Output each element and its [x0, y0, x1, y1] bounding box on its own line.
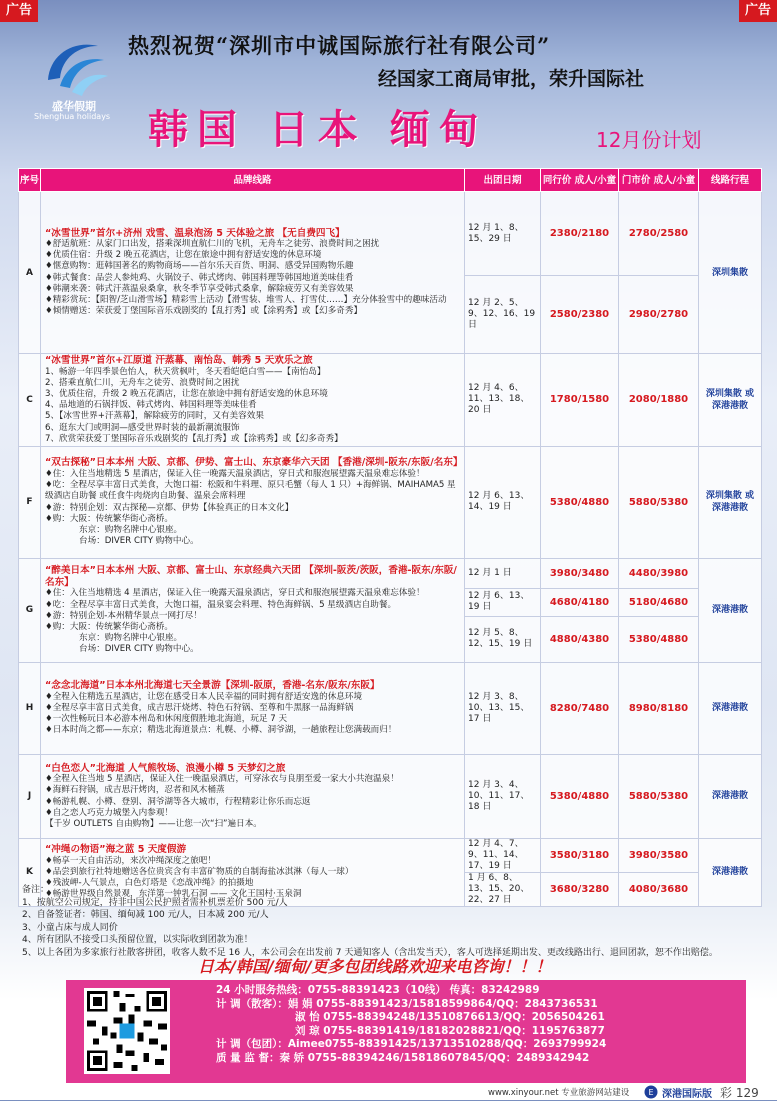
route-line: ♦全程尽享丰富日式美食，成吉思汗烧烤、特色石狩锅、至尊和牛黑豚一品海鲜锅 [45, 702, 354, 713]
door-price: 5880/5380 [619, 754, 699, 838]
peer-price: 2380/2180 [541, 192, 619, 276]
peer-price: 8280/7480 [541, 662, 619, 754]
departure-date: 12 月 1 日 [465, 558, 541, 588]
departure-date: 12 月 4、7、9、11、14、17、19 日 [465, 838, 541, 872]
route-line: 1、畅游一年四季景色怡人，秋天赏枫叶，冬天看皑皑白雪——【南怡岛】 [45, 366, 326, 377]
door-price: 4080/3680 [619, 872, 699, 906]
page-number: 彩 129 [720, 1086, 759, 1100]
peer-price: 3680/3280 [541, 872, 619, 906]
qr-code-icon[interactable] [84, 988, 170, 1074]
contact-line: 计 调（散客）：娟 娟 0755-88391423/15818599864/QQ：2843736531 [216, 997, 598, 1010]
door-price: 2780/2580 [619, 192, 699, 276]
peer-price: 3980/3480 [541, 558, 619, 588]
route-description [41, 558, 465, 662]
note-item: 5、以上各团为多家旅行社散客拼团，收客人数不足 16 人，本公司会在出发前 7 天通知客人（含出发当天），客人可选择延期出发、更改线路出行、退回团款，恕不作出赔偿。 [22, 947, 718, 958]
table-header-row [19, 169, 762, 192]
route-line: 7、欣赏荣获爱丁堡国际音乐戏剧奖的【乱打秀】或【涂鸦秀】或【幻多奇秀】 [45, 433, 343, 444]
route-line: 2、搭乘直航仁川，无舟车之徒劳、浪费时间之困扰 [45, 377, 240, 388]
month-plan: 12月份计划 [596, 128, 702, 152]
ad-tag-right: 广告 [739, 0, 777, 22]
footer-website: www.xinyour.net 专业旅游网站建设 [488, 1088, 630, 1098]
row-seq: J [19, 754, 41, 838]
hotline: 24 小时服务热线：0755-88391423（10线） 传真：83242989 [216, 984, 540, 996]
route-line: ♦吃：全程尽享丰富日式美食，大饱口福：松阪和牛料理、原只毛蟹（每人 1 只）+海鲜锅、MAIHAMA5 星级酒店自助餐 或任食牛肉烧肉自助餐、温泉会席料理 [45, 480, 456, 502]
route-line: ♦全程入住当地 5 星酒店，保证入住一晚温泉酒店，可穿泳衣与良朋至爱一家大小共泡温泉！ [45, 774, 399, 785]
page-title: 韩国 日本 缅甸 [148, 107, 488, 153]
route-line: ♦游：特别企划-本州精华景点一网打尽！ [45, 610, 202, 621]
route-line: ♦日本时尚之都——东京；精选北海道景点：札幌、小樽、洞爷湖，一趟旅程让您满载而归！ [45, 725, 397, 736]
peer-price: 4680/4180 [541, 588, 619, 616]
peer-price: 2580/2380 [541, 276, 619, 354]
route-line: ♦畅享一天自由活动，来次冲绳深度之旅吧！ [45, 855, 216, 866]
route-line: ♦全程入住精选五星酒店，让您在感受日本人民幸福的同时拥有舒适安逸的休息环境 [45, 691, 363, 702]
table-row [19, 662, 762, 754]
route-line: ♦畅游世界级自然景观，东洋第一钟乳石洞 —— 文化王国村·玉泉洞 [45, 889, 302, 900]
notes-section [22, 884, 762, 959]
note-item: 4、所有团队不接受口头预留位置，以实际收到团款为准！ [22, 935, 253, 945]
swirl-logo-icon [40, 36, 110, 98]
route-title: “冰雪世界”首尔+济州 戏雪、温泉泡汤 5 天体验之旅 【无自费四飞】 [45, 227, 345, 239]
departure-date: 12 月 6、13、19 日 [465, 588, 541, 616]
departure-date: 12 月 3、8、10、13、15、17 日 [465, 662, 541, 754]
row-seq: F [19, 446, 41, 558]
table-row [19, 754, 762, 838]
route-line: ♦一次性畅玩日本必游本州岛和休闲度假胜地北海道，玩足 7 天 [45, 714, 288, 725]
route-title: “冰雪世界”首尔+江原道 汗蒸幕、南怡岛、韩秀 5 天欢乐之旅 [45, 355, 313, 366]
edition-badge-icon [644, 1085, 658, 1099]
row-seq: H [19, 662, 41, 754]
consult-slogan: 日本/韩国/缅甸/更多包团线路欢迎来电咨询！！！ [198, 957, 552, 976]
row-seq: C [19, 354, 41, 447]
table-row [19, 354, 762, 447]
headline-congratulation: 热烈祝贺“深圳市中诚国际旅行社有限公司” [128, 33, 551, 58]
peer-price: 4880/4380 [541, 616, 619, 662]
header-seq: 序号 [19, 169, 41, 192]
route-title: “醉美日本”日本本州 大阪、京都、富士山、东京经典六天团 【深圳-阪茨/茨阪，香港-阪东/东阪/名东】 [45, 565, 457, 588]
route-description [41, 754, 465, 838]
route-region: 深圳集散 [699, 192, 762, 354]
route-line: ♦自之恋人巧克力城堡入内参观！ [45, 807, 174, 818]
route-description [41, 192, 465, 354]
door-price: 2980/2780 [619, 276, 699, 354]
route-line: ♦惬意购物：逛韩国著名的购物商场——首尔乐天百货、明洞、感受异国购物乐趣 [45, 261, 354, 272]
departure-date: 12 月 4、6、11、13、18、20 日 [465, 354, 541, 447]
footer-edition: 深港国际版 [662, 1089, 712, 1100]
route-line: ♦品尝到旅行社特地赠送各位贵宾含有丰富矿物质的自制海盐冰淇淋（每人一球） [45, 866, 354, 877]
route-line: ♦韩潮来袭：韩式汗蒸温泉桑拿，秋冬季节享受韩式桑拿，解除疲劳又有美容效果 [45, 283, 354, 294]
route-line: 【千岁 OUTLETS 自由购物】——让您一次“扫”遍日本。 [45, 818, 262, 829]
route-line: ♦残波岬-人气景点，白色灯塔是《恋战冲绳》的拍摄地 [45, 878, 254, 889]
note-item: 3、小童占床与成人同价 [22, 922, 118, 933]
logo-chinese-name: 盛华假期 [52, 100, 96, 113]
route-description [41, 446, 465, 558]
route-line: 东京：购物名牌中心银座。 [79, 633, 183, 644]
route-line: ♦游：特别企划：双古探秘—京都、伊势【体验真正的日本文化】 [45, 502, 294, 513]
peer-price: 5380/4880 [541, 754, 619, 838]
route-region: 深港港散 [699, 754, 762, 838]
row-seq: K [19, 838, 41, 906]
header-peer-price: 同行价 成人/小童 [541, 169, 619, 192]
route-line: 5、【冰雪世界+汗蒸幕】，解除疲劳的同时，又有美容效果 [45, 411, 264, 422]
departure-date: 12 月 6、13、14、19 日 [465, 446, 541, 558]
table-row [19, 558, 762, 588]
ad-tag-left: 广告 [0, 0, 38, 22]
note-item: 2、自备签证者：韩国、缅甸减 100 元/人，日本减 200 元/人 [22, 910, 269, 920]
route-line: ♦畅游札幌、小樽、登别、洞爷湖等各大城市，行程精彩让你乐而忘返 [45, 796, 311, 807]
departure-date: 1 月 6、8、13、15、20、22、27 日 [465, 872, 541, 906]
peer-price: 1780/1580 [541, 354, 619, 447]
page-footer [0, 1084, 777, 1100]
row-seq: A [19, 192, 41, 354]
door-price: 3980/3580 [619, 838, 699, 872]
route-line: ♦韩式餐食：品尝人参炖鸡、火锅饺子、韩式烤肉、韩国料理等韩国地道美味佳肴 [45, 272, 354, 283]
route-line: 台场：DIVER CITY 购物中心。 [79, 644, 199, 655]
route-title: “冲绳の物语”海之蓝 5 天度假游 [45, 844, 187, 856]
door-price: 8980/8180 [619, 662, 699, 754]
door-price: 2080/1880 [619, 354, 699, 447]
table-row [19, 446, 762, 558]
notes-title: 备注： [22, 885, 50, 895]
route-line: ♦购：大阪：传统繁华街心斋桥。 [45, 513, 174, 524]
route-title: “白色恋人”北海道 人气熊牧场、浪漫小樽 5 天梦幻之旅 [45, 762, 286, 774]
table-row [19, 192, 762, 276]
contact-line: 淑 怡 0755-88394248/13510876613/QQ：2056504261 [295, 1011, 605, 1024]
route-line: 6、逛东大门或明洞—感受世界时装的最新潮流服饰 [45, 422, 240, 433]
contact-line: 计 调（包团）：Aimee0755-88391425/13713510288/QQ：2693799924 [216, 1038, 607, 1051]
contact-line: 质 量 监 督：秦 娇 0755-88394246/15818607845/QQ：2489342942 [216, 1051, 590, 1064]
peer-price: 5380/4880 [541, 446, 619, 558]
contact-info [216, 984, 606, 1066]
route-description [41, 354, 465, 447]
row-seq: G [19, 558, 41, 662]
header-route: 品牌线路 [41, 169, 465, 192]
header-door-price: 门市价 成人/小童 [619, 169, 699, 192]
route-region: 深圳集散 或 深港港散 [699, 354, 762, 447]
route-line: ♦购：大阪：传统繁华街心斋桥。 [45, 621, 174, 632]
header-route-plan: 线路行程 [699, 169, 762, 192]
route-line: 台场：DIVER CITY 购物中心。 [79, 536, 199, 547]
route-title: “念念北海道”日本本州北海道七天全景游【深圳-阪原，香港-名东/阪东/东阪】 [45, 680, 380, 692]
route-line: ♦倾情赠送：荣获爱丁堡国际音乐戏剧奖的【乱打秀】或【涂鸦秀】或【幻多奇秀】 [45, 306, 363, 317]
route-line: 3、优质住宿，升级 2 晚五花酒店，让您在旅途中拥有舒适安逸的休息环境 [45, 388, 328, 399]
departure-date: 12 月 5、8、12、15、19 日 [465, 616, 541, 662]
door-price: 5880/5380 [619, 446, 699, 558]
route-line: ♦优质住宿：升级 2 晚五花酒店，让您在旅途中拥有舒适安逸的休息环境 [45, 250, 322, 261]
route-line: ♦舒适航班：从家门口出发，搭乘深圳直航仁川的飞机，无舟车之徒劳、浪费时间之困扰 [45, 239, 380, 250]
route-region: 深圳集散 或 深港港散 [699, 446, 762, 558]
departure-date: 12 月 3、4、10、11、17、18 日 [465, 754, 541, 838]
route-line: ♦住：入住当地精选 4 星酒店，保证入住一晚露天温泉酒店，穿日式和服泡展望露天温泉难忘体验！ [45, 588, 425, 599]
header-date: 出团日期 [465, 169, 541, 192]
route-region: 深港港散 [699, 838, 762, 906]
route-line: ♦海鲜石狩锅，成吉思汗烤肉，忍者和风木桶蒸 [45, 785, 225, 796]
route-region: 深港港散 [699, 662, 762, 754]
contact-line: 刘 琼 0755-88391419/18182028821/QQ：1195763877 [295, 1024, 605, 1037]
route-description [41, 662, 465, 754]
contact-band [66, 980, 746, 1083]
svg-text:E: E [648, 1088, 654, 1097]
note-item: 1、按航空公司规定，持非中国公民护照者需补机票差价 500 元/人 [22, 897, 288, 908]
route-line: ♦吃：全程尽享丰富日式美食，大饱口福，温泉宴会料理、特色海鲜锅、5 星级酒店自助餐。 [45, 599, 397, 610]
peer-price: 3580/3180 [541, 838, 619, 872]
route-line: 东京：购物名牌中心银座。 [79, 524, 183, 535]
headline-approval: 经国家工商局审批，荣升国际社 [378, 68, 645, 90]
door-price: 5380/4880 [619, 616, 699, 662]
tour-table [18, 168, 761, 907]
door-price: 5180/4680 [619, 588, 699, 616]
logo-english-name: Shenghua holidays [34, 112, 111, 121]
departure-date: 12 月 2、5、9、12、16、19 日 [465, 276, 541, 354]
route-line: ♦精彩赏玩：【阳智/芝山滑雪场】精彩雪上活动【滑雪装、堆雪人、打雪仗……】充分体验雪中的趣味活动 [45, 295, 447, 306]
table-row [19, 838, 762, 872]
route-title: “双古探秘”日本本州 大阪、京都、伊势、富士山、东京豪华六天团 【香港/深圳-阪东/东阪/名东】 [45, 457, 463, 469]
departure-date: 12 月 1、8、15、29 日 [465, 192, 541, 276]
company-logo [22, 36, 134, 126]
door-price: 4480/3980 [619, 558, 699, 588]
route-region: 深港港散 [699, 558, 762, 662]
route-line: ♦住：入住当地精选 5 星酒店，保证入住一晚露天温泉酒店，穿日式和服泡展望露天温泉难忘体验！ [45, 468, 425, 479]
route-line: 4、品地道的石锅拌饭、韩式烤肉、韩国料理等美味佳肴 [45, 400, 257, 411]
